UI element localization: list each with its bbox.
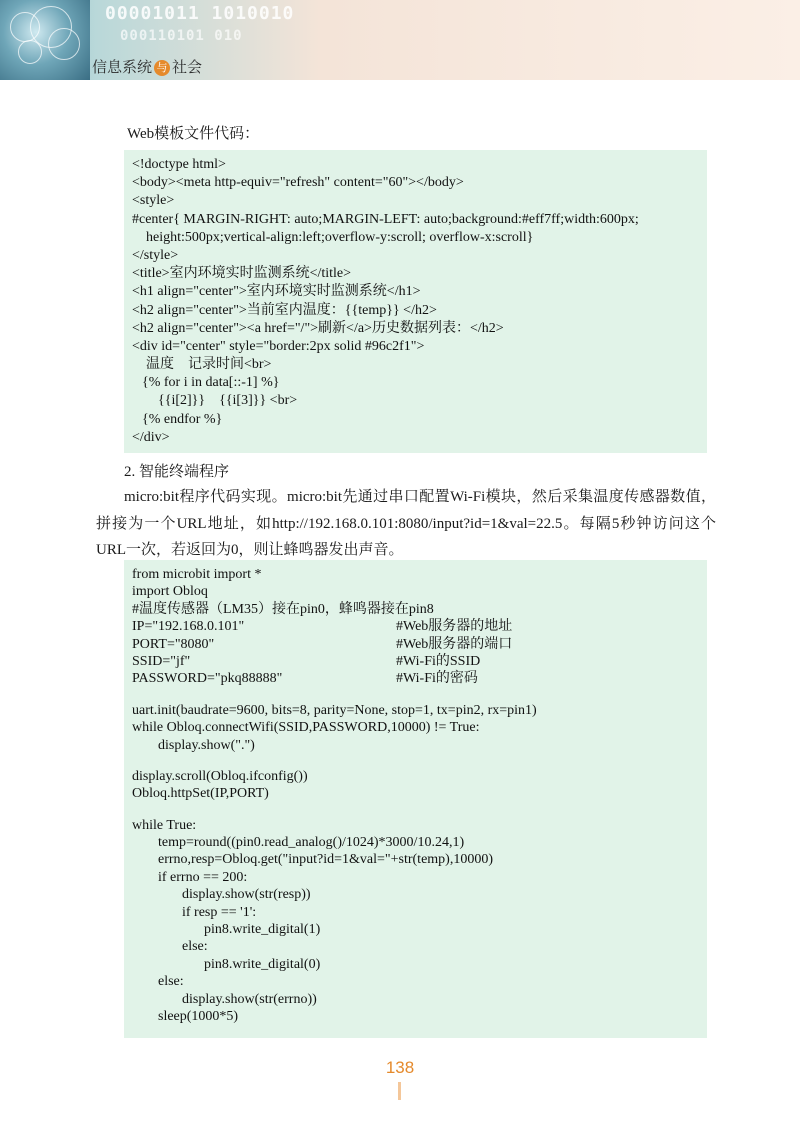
web-template-label: Web模板文件代码： [127,126,260,142]
code-line: display.scroll(Obloq.ifconfig()) [132,768,308,784]
page-number-bar [398,1082,401,1100]
code-line: height:500px;vertical-align:left;overflow-y:scroll; overflow-x:scroll} [146,229,534,245]
code-line: display.show(str(errno)) [182,991,317,1007]
code-line: while Obloq.connectWifi(SSID,PASSWORD,10000) != True: [132,720,480,736]
code-line: errno,resp=Obloq.get("input?id=1&val="+str(temp),10000) [158,852,493,868]
body-paragraph [96,484,716,564]
code-line [132,636,707,653]
body-paragraph-text: micro:bit程序代码实现。micro:bit先通过串口配置Wi-Fi模块，然后采集温度传感器数值，拼接为一个URL地址，如http://192.168.0.101:8080/input?id=1&val=22.5。每隔5秒钟访问这个URL一次，若返回为0，则让蜂鸣器发出声音。 [96,489,716,558]
code-line: pin8.write_digital(1) [204,922,321,938]
code-blank-line [132,754,707,768]
code-line: 温度 记录时间<br> [146,357,272,373]
code-comment: #Web服务器的地址 [396,619,513,635]
code-text: PASSWORD="pkq88888" [132,671,283,687]
code-line: <h2 align="center">当前室内温度：{{temp}} </h2> [132,302,437,318]
code-line: </style> [132,247,179,263]
code-line: from microbit import * [132,567,262,582]
book-title [92,56,202,77]
code-line: while True: [132,817,197,833]
code-line [132,670,707,687]
code-line [132,618,707,635]
code-line [132,653,707,670]
code-line: if errno == 200: [158,869,248,885]
code-blank-line [132,803,707,817]
code-line: <h2 align="center"><a href="/">刷新</a>历史数据列表：</h2> [132,320,504,336]
header-decoration-image [0,0,90,80]
section-heading: 2. 智能终端程序 [124,464,230,480]
code-line: temp=round((pin0.read_analog()/1024)*3000/10.24,1) [158,835,465,851]
code-line: pin8.write_digital(0) [204,956,321,972]
code-blank-line [132,688,707,702]
header-binary-text: 00001011 1010010 [105,3,295,24]
code-line: <h1 align="center">室内环境实时监测系统</h1> [132,284,421,300]
code-line: <body><meta http-equiv="refresh" content="60"></body> [132,175,464,191]
code-line: else: [158,974,184,990]
page-header [0,0,800,80]
web-template-code-block [124,150,707,453]
book-title-part2: 社会 [172,58,203,76]
book-title-amp: 与 [154,60,170,76]
code-line: #center{ MARGIN-RIGHT: auto;MARGIN-LEFT: auto;background:#eff7ff;width:600px; [132,211,639,227]
code-line: sleep(1000*5) [158,1008,239,1024]
code-line: <style> [132,193,175,209]
code-line: {% endfor %} [142,411,223,427]
code-line: Obloq.httpSet(IP,PORT) [132,786,269,802]
code-text: IP="192.168.0.101" [132,619,245,635]
code-line: {% for i in data[::-1] %} [142,375,280,391]
code-text: PORT="8080" [132,636,215,652]
code-line: #温度传感器（LM35）接在pin0，蜂鸣器接在pin8 [132,601,434,617]
header-binary-text-2: 000110101 010 [120,28,243,44]
code-comment: #Wi-Fi的密码 [396,671,478,687]
code-line: if resp == '1': [182,904,257,920]
code-line: display.show(str(resp)) [182,887,311,903]
code-line: </div> [132,429,170,445]
code-line: display.show(".") [158,737,255,753]
code-line: <div id="center" style="border:2px solid #96c2f1"> [132,338,425,354]
code-line: import Obloq [132,584,208,600]
code-line: <!doctype html> [132,157,226,172]
code-line: {{i[2]}} {{i[3]}} <br> [158,393,298,409]
code-line: uart.init(baudrate=9600, bits=8, parity=None, stop=1, tx=pin2, rx=pin1) [132,702,537,718]
microbit-code-block [124,560,707,1038]
code-text: SSID="jf" [132,653,191,669]
code-comment: #Wi-Fi的SSID [396,653,481,669]
code-line: else: [182,939,208,955]
code-line: <title>室内环境实时监测系统</title> [132,266,352,282]
book-title-part1: 信息系统 [92,58,153,76]
page-number: 138 [385,1058,415,1077]
code-comment: #Web服务器的端口 [396,636,513,652]
